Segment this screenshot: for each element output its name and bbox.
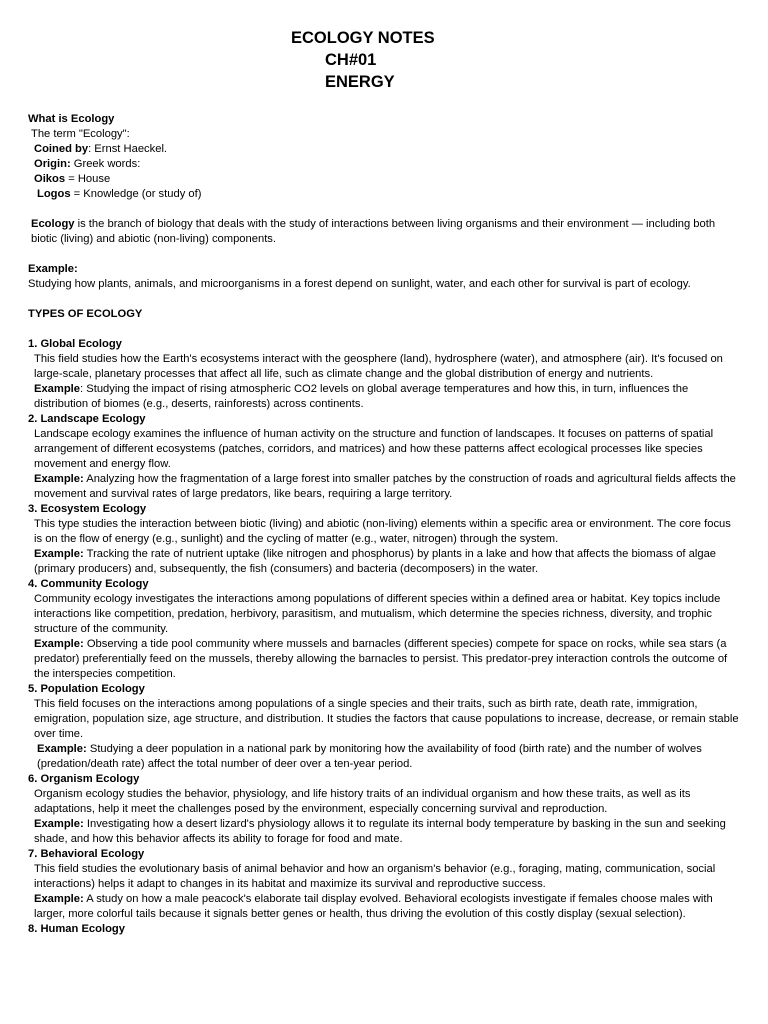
oikos-line: [28, 172, 740, 187]
section-heading: 8. Human Ecology: [28, 923, 125, 935]
coined-label: Coined by: [34, 143, 89, 155]
section-population-ecology: [28, 682, 740, 772]
logos-line: [28, 187, 740, 202]
oikos-label: Oikos: [34, 173, 66, 185]
example-label: Example:: [34, 893, 84, 905]
section-heading: 1. Global Ecology: [28, 338, 122, 350]
origin-label: Origin:: [34, 158, 71, 170]
origin-line: [28, 157, 740, 172]
section-body: This field focuses on the interactions among populations of a single species and their traits, such as birth rate, death rate, immigration, emigration, population size, age structure, and distribution. It studies the factors that cause populations to increase, decrease, or remain stable over time.: [34, 698, 739, 740]
section-body: This type studies the interaction between biotic (living) and abiotic (non-living) elements within a specific area or environment. The core focus is on the flow of energy (e.g., sunlight) and the cycling of matter (e.g., water, nitrogen) through the system.: [34, 518, 731, 545]
document-title: [0, 27, 768, 93]
definition-paragraph: [28, 217, 740, 247]
example-text: : Studying the impact of rising atmospheric CO2 levels on global average temperatures and how this, in turn, influences the distribution of biomes (e.g., deserts, rainforests) across continents.: [34, 383, 689, 410]
section-community-ecology: [28, 577, 740, 682]
section-example: [28, 817, 740, 847]
example-label: Example:: [34, 638, 84, 650]
example-text: Tracking the rate of nutrient uptake (like nitrogen and phosphorus) by plants in a lake and how that affects the biomass of algae (primary producers) and, subsequently, the fish (consumers) and bacteria (decomposers) in the water.: [34, 548, 717, 575]
example-label: Example:: [34, 818, 84, 830]
section-example: [28, 892, 740, 922]
coined-line: [28, 142, 740, 157]
example-text: Investigating how a desert lizard's physiology allows it to regulate its internal body temperature by basking in the sun and seeking shade, and how this behavior affects its ability to forage for food and mate.: [34, 818, 726, 845]
example-text: Studying a deer population in a national park by monitoring how the availability of food (birth rate) and the number of wolves (predation/death rate) affect the total number of deer over a ten-year period.: [37, 743, 702, 770]
section-heading: 3. Ecosystem Ecology: [28, 503, 147, 515]
example-label: Example: [34, 383, 81, 395]
example-label: Example:: [37, 743, 87, 755]
logos-value: = Knowledge (or study of): [70, 188, 202, 200]
example-text: Analyzing how the fragmentation of a large forest into smaller patches by the construction of roads and agricultural fields affects the movement and survival rates of large predators, like bears, requiring a large territory.: [34, 473, 736, 500]
types-heading: TYPES OF ECOLOGY: [28, 308, 143, 320]
title-line-1: ECOLOGY NOTES: [291, 29, 435, 47]
section-example: [28, 547, 740, 577]
section-example: [28, 382, 740, 412]
example-text: Observing a tide pool community where mussels and barnacles (different species) compete for space on rocks, while sea stars (a predator) preferentially feed on the mussels, thereby allowing the barnacles to persist. This predator-prey interaction controls the outcome of the interspecies competition.: [34, 638, 728, 680]
section-body: This field studies the evolutionary basis of animal behavior and how an organism's behavior (e.g., foraging, mating, communication, social interactions) helps it adapt to changes in its habitat and maximize its survival and reproductive success.: [34, 863, 716, 890]
section-global-ecology: [28, 337, 740, 412]
intro-heading: What is Ecology: [28, 113, 115, 125]
section-body: Landscape ecology examines the influence of human activity on the structure and function of landscapes. It focuses on patterns of spatial arrangement of different ecosystems (patches, corridors, and matrices) and how these patterns affect ecological processes like species movement and energy flow.: [34, 428, 714, 470]
definition-label: Ecology: [31, 218, 75, 230]
section-ecosystem-ecology: [28, 502, 740, 577]
intro-example-heading: Example:: [28, 263, 78, 275]
section-heading: 4. Community Ecology: [28, 578, 149, 590]
section-example: [28, 472, 740, 502]
section-organism-ecology: [28, 772, 740, 847]
example-text: A study on how a male peacock's elaborate tail display evolved. Behavioral ecologists investigate if females choose males with larger, more colorful tails because it signals better genes or health, thus driving the evolution of this costly display (sexual selection).: [34, 893, 713, 920]
example-label: Example:: [34, 473, 84, 485]
section-heading: 7. Behavioral Ecology: [28, 848, 145, 860]
section-example: [28, 742, 740, 772]
example-label: Example:: [34, 548, 84, 560]
term-line: The term "Ecology":: [31, 128, 130, 140]
section-landscape-ecology: [28, 412, 740, 502]
title-line-2: CH#01: [325, 51, 377, 69]
title-line-3: ENERGY: [325, 73, 395, 91]
section-human-ecology: [28, 922, 740, 937]
logos-label: Logos: [37, 188, 71, 200]
document-body: [28, 112, 740, 937]
section-behavioral-ecology: [28, 847, 740, 922]
section-body: This field studies how the Earth's ecosystems interact with the geosphere (land), hydrosphere (water), and atmosphere (air). It's focused on large-scale, planetary processes that affect all life, such as climate change and the global distribution of energy and nutrients.: [34, 353, 723, 380]
origin-value: Greek words:: [70, 158, 141, 170]
section-example: [28, 637, 740, 682]
intro-example-text: Studying how plants, animals, and microorganisms in a forest depend on sunlight, water, and each other for survival is part of ecology.: [28, 278, 691, 290]
section-body: Organism ecology studies the behavior, physiology, and life history traits of an individual organism and how these traits, as well as its adaptations, help it meet the challenges posed by the environment, especially concerning survival and reproduction.: [34, 788, 691, 815]
coined-value: : Ernst Haeckel.: [88, 143, 168, 155]
section-body: Community ecology investigates the interactions among populations of different species within a defined area or habitat. Key topics include interactions like competition, predation, herbivory, parasitism, and mutualism, which determine the species richness, diversity, and trophic structure of the community.: [34, 593, 721, 635]
section-heading: 6. Organism Ecology: [28, 773, 140, 785]
definition-text: is the branch of biology that deals with the study of interactions between living organisms and their environment — including both biotic (living) and abiotic (non-living) components.: [31, 218, 716, 245]
oikos-value: = House: [65, 173, 111, 185]
section-heading: 5. Population Ecology: [28, 683, 145, 695]
section-heading: 2. Landscape Ecology: [28, 413, 146, 425]
